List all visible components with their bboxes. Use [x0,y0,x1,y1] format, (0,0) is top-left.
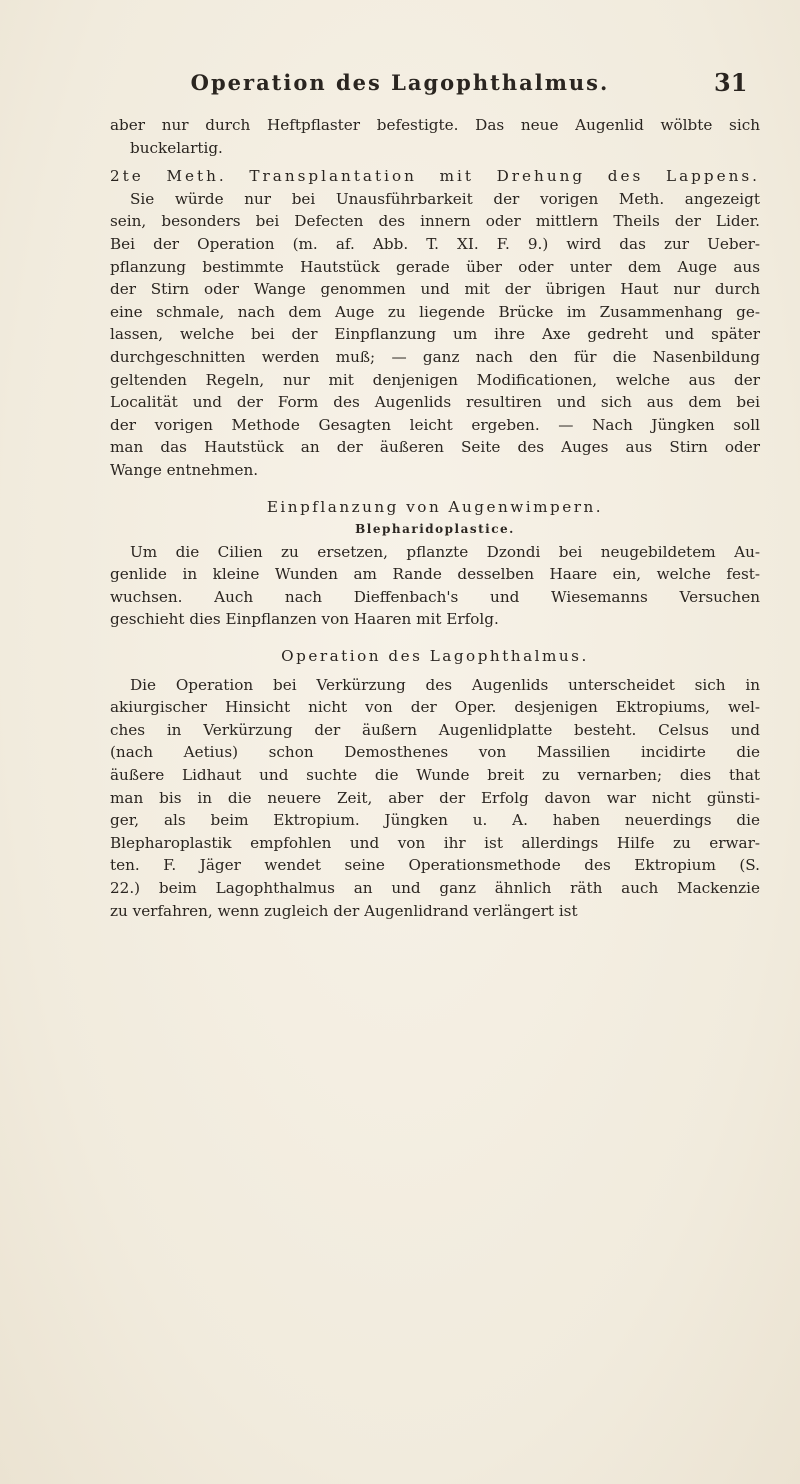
text-line: geschieht dies Einpflanzen von Haaren mit Erfolg. [110,610,499,629]
text-line: eine schmale, nach dem Auge zu liegende Brücke im Zusammenhang ge- [110,302,760,321]
text-line: durchgeschnitten werden muß; — ganz nach den für die Nasenbildung [110,347,760,366]
text-line: Sie würde nur bei Unausführbarkeit der vorigen Meth. angezeigt [130,189,760,208]
text-line: aber nur durch Heftpflaster befestigte. Das neue Augenlid wölbte sich [110,116,760,134]
text-line: ger, als beim Ektropium. Jüngken u. A. haben neuerdings die [110,811,760,830]
text-line: man das Hautstück an der äußeren Seite des Auges aus Stirn oder [110,438,760,457]
text-line: der Stirn oder Wange genommen und mit der übrigen Haut nur durch [110,280,760,299]
page-number: 31 [714,68,748,97]
text-line: zu verfahren, wenn zugleich der Augenlidrand verlängert ist [110,901,578,920]
text-line: ches in Verkürzung der äußern Augenlidplatte besteht. Celsus und [110,720,760,739]
text-line: genlide in kleine Wunden am Rande desselben Haare ein, welche fest- [110,565,760,584]
text-line: buckelartig. [130,138,223,157]
text-line: ten. F. Jäger wendet seine Operationsmethode des Ektropium (S. [110,856,760,875]
text-line: pflanzung bestimmte Hautstück gerade über oder unter dem Auge aus [110,257,760,276]
text-line: sein, besonders bei Defecten des innern oder mittlern Theils der Lider. [110,212,760,231]
text-line: wuchsen. Auch nach Dieffenbach's und Wiesemanns Versuchen [110,587,760,606]
text-line: Wange entnehmen. [110,460,259,479]
page-body [110,114,760,922]
text-line: Localität und der Form des Augenlids resultiren und sich aus dem bei [110,393,760,412]
section-heading: Einpflanzung von Augenwimpern. [266,497,604,516]
text-line: lassen, welche bei der Einpflanzung um ihre Axe gedreht und später [110,325,760,344]
text-line: Blepharoplastik empfohlen und von ihr ist allerdings Hilfe zu erwar- [110,833,760,852]
text-line: Bei der Operation (m. af. Abb. T. XI. F. 9.) wird das zur Ueber- [110,234,760,253]
text-line: akiurgischer Hinsicht nicht von der Oper. desjenigen Ektropiums, wel- [110,698,760,717]
text-line: Um die Cilien zu ersetzen, pflanzte Dzondi bei neugebildetem Au- [130,542,760,561]
text-line: äußere Lidhaut und suchte die Wunde breit zu vernarben; dies that [110,766,760,785]
section-heading: Operation des Lagophthalmus. [281,647,589,666]
text-line: Die Operation bei Verkürzung des Augenlids unterscheidet sich in [130,675,760,694]
text-line: (nach Aetius) schon Demosthenes von Massilien incidirte die [110,743,760,762]
running-header: Operation des Lagophthalmus. [190,70,610,95]
text-line: man bis in die neuere Zeit, aber der Erfolg davon war nicht günsti- [110,788,760,807]
text-line: geltenden Regeln, nur mit denjenigen Modificationen, welche aus der [110,370,760,389]
section-subheading: Blepharidoplastice. [355,522,515,537]
text-line: 22.) beim Lagophthalmus an und ganz ähnlich räth auch Mackenzie [110,879,760,897]
section-heading: 2te Meth. Transplantation mit Drehung des Lappens. [110,167,760,186]
text-line: der vorigen Methode Gesagten leicht ergeben. — Nach Jüngken soll [110,415,760,434]
